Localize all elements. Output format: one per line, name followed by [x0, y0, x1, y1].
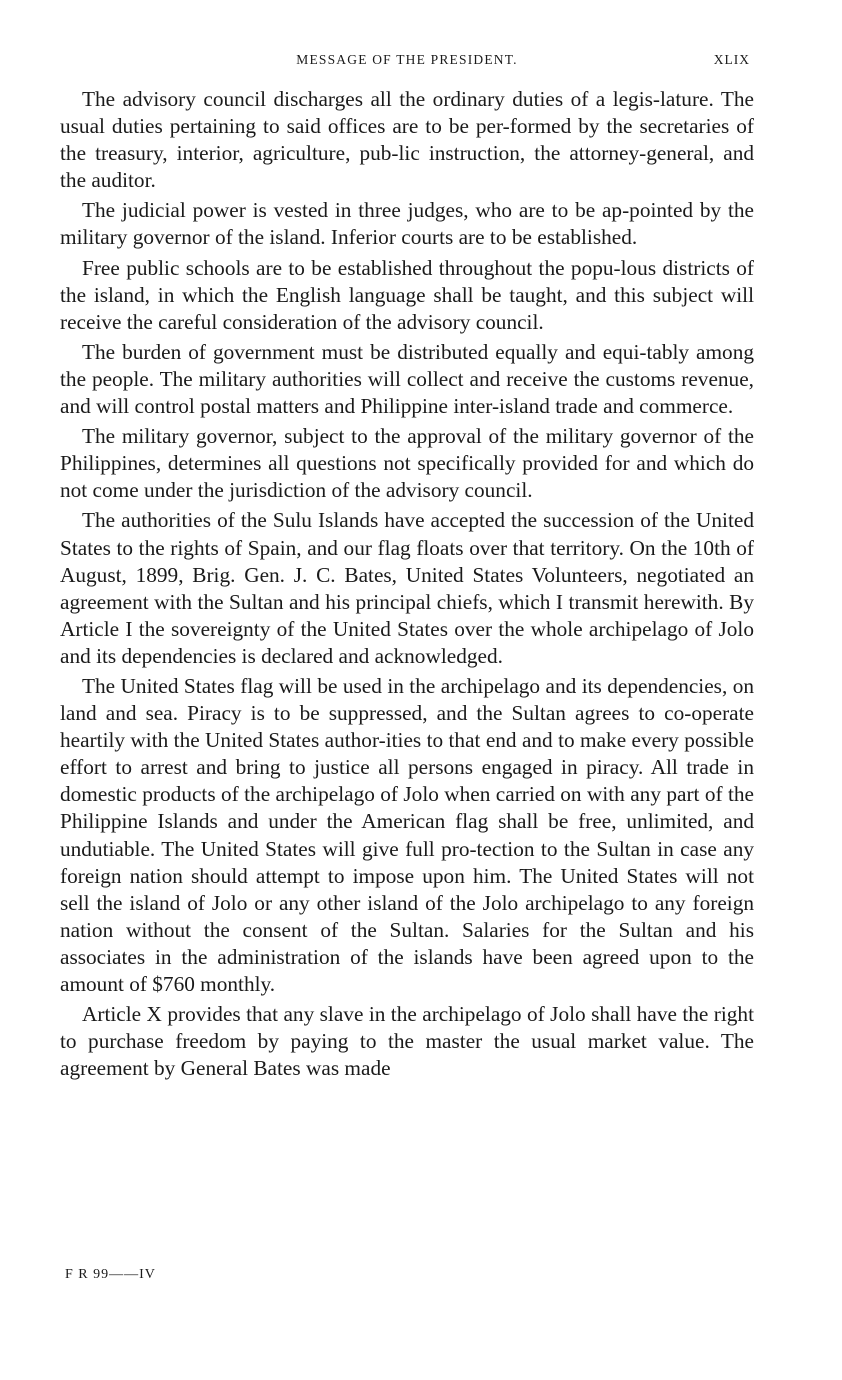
paragraph: The burden of government must be distributed equally and equi-tably among the people. The military authorities will collect and receive the customs revenue, and will control postal matters and Philippine inter-island trade and commerce.	[60, 339, 754, 419]
paragraph: The judicial power is vested in three judges, who are to be ap-pointed by the military governor of the island. Inferior courts are to be established.	[60, 198, 754, 250]
paragraph: The United States flag will be used in the archipelago and its dependencies, on land and sea. Piracy is to be suppressed, and the Sultan agrees to co-operate heartily with the United States author-ities to that end and to make every possible effort to arrest and bring to justice all persons engaged in piracy. All trade in domestic products of the archipelago of Jolo when carried on with any part of the Philippine Islands and under the American flag shall be free, unlimited, and undutiable. The United States will give full pro-tection to the Sultan in case any foreign nation should attempt to impose upon him. The United States will not sell the island of Jolo or any other island of the Jolo archipelago to any foreign nation without the consent of the Sultan. Salaries for the Sultan and his associates in the administration of the islands have been agreed upon to the amount of $760 monthly.	[60, 673, 754, 996]
printer-signature-mark: F R 99——IV	[65, 1267, 156, 1282]
paragraph: The advisory council discharges all the ordinary duties of a legis-lature. The usual duties pertaining to said offices are to be per-formed by the secretaries of the treasury, interior, agriculture, pub-lic instruction, the attorney-general, and the auditor.	[60, 87, 754, 193]
running-head	[60, 50, 754, 72]
paragraph: The military governor, subject to the approval of the military governor of the Philippines, determines all questions not specifically provided for and which do not come under the jurisdiction of the advisory council.	[60, 424, 754, 503]
body-text	[60, 86, 754, 1082]
running-title: MESSAGE OF THE PRESIDENT.	[296, 52, 518, 67]
page	[60, 50, 754, 1085]
paragraph: The authorities of the Sulu Islands have accepted the succession of the United States to the rights of Spain, and our flag floats over that territory. On the 10th of August, 1899, Brig. Gen. J. C. Bates, United States Volunteers, negotiated an agreement with the Sultan and his principal chiefs, which I transmit herewith. By Article I the sovereignty of the United States over the whole archipelago of Jolo and its dependencies is declared and acknowledged.	[60, 508, 754, 668]
paragraph: Article X provides that any slave in the archipelago of Jolo shall have the right to purchase freedom by paying to the master the usual market value. The agreement by General Bates was made	[60, 1002, 754, 1081]
page-number: XLIX	[713, 52, 750, 67]
paragraph: Free public schools are to be established throughout the popu-lous districts of the island, in which the English language shall be taught, and this subject will receive the careful consideration of the advisory council.	[60, 255, 754, 334]
